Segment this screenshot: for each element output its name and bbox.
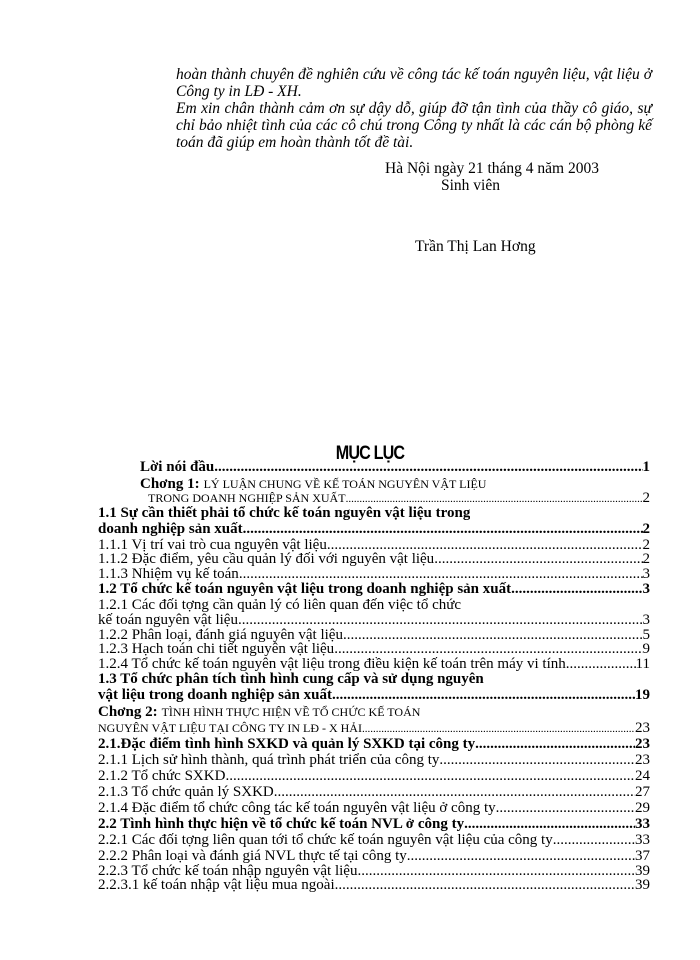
dot-leader [334, 641, 642, 657]
toc-entry[interactable] [98, 704, 420, 720]
toc-entry-text: 2.1.1 Lịch sử hình thành, quá trình phát triển của công ty [98, 752, 440, 768]
toc-entry[interactable] [98, 848, 650, 864]
chapter-title: LÝ LUẬN CHUNG VỀ KẾ TOÁN NGUYÊN VẬT LIỆU [203, 477, 487, 491]
dot-leader [243, 521, 643, 537]
toc-entry[interactable] [98, 656, 650, 672]
toc-entry[interactable] [98, 566, 650, 582]
dot-leader [464, 816, 635, 832]
toc-entry[interactable] [98, 720, 650, 736]
toc-entry[interactable] [98, 816, 650, 832]
toc-entry[interactable] [98, 736, 650, 752]
toc-entry-text: kế toán nguyên vật liệu [98, 612, 238, 628]
toc-entry[interactable] [98, 597, 461, 613]
signature-date: Hà Nội ngày 21 tháng 4 năm 2003 [385, 160, 599, 177]
intro-paragraph-1: hoàn thành chuyên đề nghiên cứu về công tác kế toán nguyên liệu, vật liệu ở Công ty in LĐ - XH. [176, 66, 652, 100]
toc-entry-text: Lời nói đầu [140, 459, 215, 475]
toc-entry-text: TRONG DOANH NGHIỆP SẢN XUẤT [148, 491, 346, 505]
toc-page-number: 19 [635, 687, 650, 703]
dot-leader [214, 459, 642, 475]
toc-entry-text: vật liệu trong doanh nghiệp sản xuất [98, 687, 332, 703]
dot-leader [566, 656, 636, 672]
toc-entry-text: 1.2.1 Các đối tợng cần quản lý có liên quan đến việc tổ chức [98, 597, 462, 613]
toc-entry[interactable] [98, 612, 650, 628]
dot-leader [274, 784, 635, 800]
toc-entry-text: 1.3 Tổ chức phân tích tình hình cung cấp và sử dụng nguyên [98, 671, 484, 687]
toc-entry-text: 1.1.2 Đặc điểm, yêu cầu quản lý đối với nguyên vật liệu [98, 551, 435, 567]
toc-entry-text: 2.2 Tình hình thực hiện về tổ chức kế toán NVL ở công ty [98, 816, 465, 832]
toc-page-number: 29 [635, 800, 650, 816]
acknowledgement-text [176, 66, 652, 151]
intro-paragraph-2: Em xin chân thành cảm ơn sự dậy dỗ, giúp đỡ tận tình của thầy cô giáo, sự chỉ bảo nhiệt tình của các cô chú trong Công ty nhất là các cán bộ phòng kế toán đã giúp em hoàn thành tốt đề tài. [176, 100, 652, 151]
toc-entry-text: 2.2.1 Các đối tợng liên quan tới tổ chức kế toán nguyên vật liệu của công ty [98, 832, 553, 848]
toc-page-number: 23 [635, 752, 650, 768]
dot-leader [496, 800, 635, 816]
dot-leader [362, 721, 635, 736]
toc-page-number: 5 [642, 627, 650, 643]
toc-page-number: 37 [635, 848, 650, 864]
toc-page-number: 11 [635, 656, 650, 672]
dot-leader [346, 491, 643, 506]
toc-entry-text: 2.1.2 Tổ chức SXKD [98, 768, 226, 784]
dot-leader [335, 877, 635, 893]
toc-page-number: 3 [642, 612, 650, 628]
toc-page-number: 39 [635, 877, 650, 893]
dot-leader [407, 848, 635, 864]
toc-page-number: 2 [642, 490, 650, 506]
toc-page-number: 3 [642, 566, 650, 582]
toc-page-number: 33 [635, 832, 650, 848]
toc-title: MỤC LỤC [335, 443, 405, 464]
toc-entry[interactable] [98, 752, 650, 768]
dot-leader [238, 612, 643, 628]
toc-entry[interactable] [98, 505, 470, 521]
toc-entry-text: 2.2.3 Tổ chức kế toán nhập nguyên vật liệu [98, 863, 358, 879]
toc-page-number: 2 [642, 521, 650, 537]
toc-entry-text: 2.2.2 Phân loại và đánh giá NVL thực tế tại công ty [98, 848, 407, 864]
toc-page-number: 23 [635, 736, 650, 752]
toc-entry[interactable] [98, 784, 650, 800]
toc-page-number: 27 [635, 784, 650, 800]
toc-page-number: 23 [635, 720, 650, 736]
chapter-title: TÌNH HÌNH THỰC HIỆN VỀ TỔ CHỨC KẾ TOÁN [161, 705, 421, 719]
toc-entry[interactable] [140, 459, 650, 475]
toc-entry-text: 1.1 Sự cần thiết phải tổ chức kế toán nguyên vật liệu trong [98, 505, 471, 521]
dot-leader [553, 832, 635, 848]
toc-entry[interactable] [98, 877, 650, 893]
dot-leader [434, 551, 642, 567]
toc-entry-text: doanh nghiệp sản xuất [98, 521, 243, 537]
toc-page-number: 33 [635, 816, 650, 832]
toc-entry[interactable] [98, 641, 650, 657]
toc-page-number: 1 [642, 459, 650, 475]
toc-page-number: 2 [642, 537, 650, 553]
toc-entry-text: 1.2.4 Tổ chức kế toán nguyên vật liệu trong điều kiện kế toán trên máy vi tính [98, 656, 566, 672]
toc-entry-text: 2.2.3.1 kế toán nhập vật liệu mua ngoài [98, 877, 335, 893]
toc-entry-text: 2.1.Đặc điểm tình hình SXKD và quản lý SXKD tại công ty [98, 736, 476, 752]
dot-leader [239, 566, 643, 582]
toc-entry[interactable] [98, 832, 650, 848]
toc-entry[interactable] [98, 551, 650, 567]
toc-entry-text: 1.1.1 Vị trí vai trò cua nguyên vật liệu [98, 537, 327, 553]
dot-leader [511, 581, 642, 597]
dot-leader [332, 687, 635, 703]
toc-entry[interactable] [98, 521, 650, 537]
toc-entry-text: 1.2.2 Phân loại, đánh giá nguyên vật liệu [98, 627, 343, 643]
signature-role: Sinh viên [441, 177, 500, 194]
toc-entry[interactable] [98, 800, 650, 816]
dot-leader [475, 736, 635, 752]
toc-page-number: 24 [635, 768, 650, 784]
toc-entry-text: 2.1.4 Đặc điểm tổ chức công tác kế toán nguyên vật liệu ở công ty [98, 800, 496, 816]
toc-entry[interactable] [98, 671, 484, 687]
toc-page-number: 39 [635, 863, 650, 879]
toc-entry[interactable] [148, 490, 650, 506]
dot-leader [225, 768, 635, 784]
toc-entry[interactable] [98, 768, 650, 784]
toc-entry-text: 1.1.3 Nhiệm vụ kế toán [98, 566, 239, 582]
toc-page-number: 3 [642, 581, 650, 597]
signature-name: Trần Thị Lan Hơng [415, 238, 536, 255]
chapter-label: Chơng 2: [98, 704, 158, 720]
toc-page-number: 2 [642, 551, 650, 567]
dot-leader [439, 752, 635, 768]
toc-entry-text: 1.2.3 Hạch toán chi tiết nguyên vật liệu [98, 641, 335, 657]
chapter-label: Chơng 1: [140, 476, 200, 492]
toc-entry[interactable] [98, 581, 650, 597]
toc-entry[interactable] [98, 687, 650, 703]
toc-entry-text: 2.1.3 Tổ chức quản lý SXKD [98, 784, 274, 800]
toc-page-number: 9 [642, 641, 650, 657]
toc-entry-text: NGUYÊN VẬT LIỆU TẠI CÔNG TY IN LĐ - X HẢI [98, 721, 362, 735]
toc-entry-text: 1.2 Tổ chức kế toán nguyên vật liệu trong doanh nghiệp sản xuất [98, 581, 512, 597]
